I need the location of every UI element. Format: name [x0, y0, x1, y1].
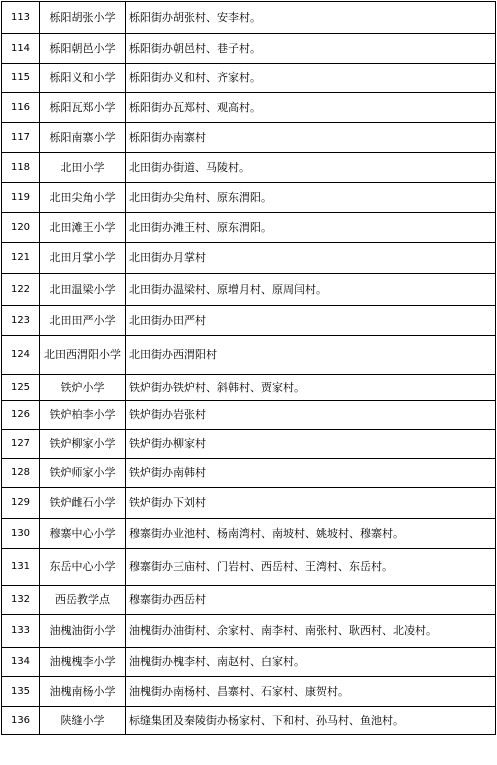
row-number: 133	[2, 615, 40, 648]
row-number: 128	[2, 459, 40, 488]
service-area: 穆寨街办三庙村、门岩村、西岳村、王湾村、东岳村。	[126, 549, 496, 586]
school-name: 铁炉小学	[40, 375, 126, 401]
table-row	[2, 123, 496, 153]
service-area: 栎阳街办义和村、齐家村。	[126, 64, 496, 93]
service-area: 北田街办温梁村、原增月村、原周闫村。	[126, 274, 496, 306]
row-number: 130	[2, 519, 40, 549]
row-number: 134	[2, 648, 40, 677]
school-name: 东岳中心小学	[40, 549, 126, 586]
row-number: 129	[2, 488, 40, 519]
table-row	[2, 648, 496, 677]
table-row	[2, 519, 496, 549]
school-name: 西岳教学点	[40, 586, 126, 615]
school-name: 栎阳胡张小学	[40, 2, 126, 34]
table-row	[2, 243, 496, 274]
school-name: 油槐南杨小学	[40, 677, 126, 707]
service-area: 穆寨街办业池村、杨南湾村、南坡村、姚坡村、穆寨村。	[126, 519, 496, 549]
school-name: 铁炉雌石小学	[40, 488, 126, 519]
school-name: 铁炉师家小学	[40, 459, 126, 488]
school-name: 铁炉柳家小学	[40, 430, 126, 459]
service-area: 北田街办滩王村、原东渭阳。	[126, 213, 496, 243]
service-area: 油槐街办油街村、余家村、南李村、南张村、耿西村、北凌村。	[126, 615, 496, 648]
service-area: 栎阳街办朝邑村、巷子村。	[126, 34, 496, 64]
table-row	[2, 549, 496, 586]
service-area: 穆寨街办西岳村	[126, 586, 496, 615]
row-number: 124	[2, 336, 40, 375]
row-number: 131	[2, 549, 40, 586]
service-area: 北田街办西渭阳村	[126, 336, 496, 375]
row-number: 132	[2, 586, 40, 615]
row-number: 113	[2, 2, 40, 34]
table-row	[2, 459, 496, 488]
school-name: 北田滩王小学	[40, 213, 126, 243]
school-name: 北田西渭阳小学	[40, 336, 126, 375]
school-name: 北田小学	[40, 153, 126, 183]
row-number: 115	[2, 64, 40, 93]
school-name: 油槐油街小学	[40, 615, 126, 648]
school-name: 北田温梁小学	[40, 274, 126, 306]
table-row	[2, 586, 496, 615]
school-name: 栎阳南寨小学	[40, 123, 126, 153]
school-name: 栎阳义和小学	[40, 64, 126, 93]
service-area: 栎阳街办南寨村	[126, 123, 496, 153]
table-row	[2, 488, 496, 519]
school-name: 铁炉柏李小学	[40, 401, 126, 430]
service-area: 铁炉街办下刘村	[126, 488, 496, 519]
school-name: 北田田严小学	[40, 306, 126, 336]
service-area: 北田街办尖角村、原东渭阳。	[126, 183, 496, 213]
row-number: 118	[2, 153, 40, 183]
school-name: 北田月掌小学	[40, 243, 126, 274]
row-number: 123	[2, 306, 40, 336]
row-number: 135	[2, 677, 40, 707]
school-name: 栎阳瓦郑小学	[40, 93, 126, 123]
table-row	[2, 93, 496, 123]
table-row	[2, 2, 496, 34]
row-number: 119	[2, 183, 40, 213]
table-row	[2, 677, 496, 707]
school-name: 穆寨中心小学	[40, 519, 126, 549]
service-area: 标缝集团及秦陵街办杨家村、下和村、孙马村、鱼池村。	[126, 707, 496, 735]
row-number: 114	[2, 34, 40, 64]
table-row	[2, 401, 496, 430]
school-zone-table	[1, 1, 496, 735]
service-area: 北田街办街道、马陵村。	[126, 153, 496, 183]
row-number: 125	[2, 375, 40, 401]
table-row	[2, 375, 496, 401]
school-name: 栎阳朝邑小学	[40, 34, 126, 64]
table-row	[2, 306, 496, 336]
table-body	[2, 2, 496, 735]
table-row	[2, 336, 496, 375]
row-number: 117	[2, 123, 40, 153]
service-area: 栎阳街办胡张村、安李村。	[126, 2, 496, 34]
service-area: 北田街办田严村	[126, 306, 496, 336]
table-row	[2, 615, 496, 648]
service-area: 铁炉街办铁炉村、斜韩村、贾家村。	[126, 375, 496, 401]
table-row	[2, 183, 496, 213]
row-number: 126	[2, 401, 40, 430]
service-area: 铁炉街办岩张村	[126, 401, 496, 430]
table-row	[2, 430, 496, 459]
service-area: 油槐街办槐李村、南赵村、白家村。	[126, 648, 496, 677]
service-area: 油槐街办南杨村、昌寨村、石家村、康贺村。	[126, 677, 496, 707]
table-row	[2, 153, 496, 183]
service-area: 北田街办月掌村	[126, 243, 496, 274]
table-row	[2, 274, 496, 306]
school-name: 北田尖角小学	[40, 183, 126, 213]
row-number: 127	[2, 430, 40, 459]
row-number: 120	[2, 213, 40, 243]
table-row	[2, 34, 496, 64]
row-number: 121	[2, 243, 40, 274]
row-number: 122	[2, 274, 40, 306]
row-number: 116	[2, 93, 40, 123]
table-row	[2, 707, 496, 735]
school-name: 陕缝小学	[40, 707, 126, 735]
row-number: 136	[2, 707, 40, 735]
service-area: 栎阳街办瓦郑村、观高村。	[126, 93, 496, 123]
table-row	[2, 64, 496, 93]
table-row	[2, 213, 496, 243]
service-area: 铁炉街办南韩村	[126, 459, 496, 488]
service-area: 铁炉街办柳家村	[126, 430, 496, 459]
school-name: 油槐槐李小学	[40, 648, 126, 677]
